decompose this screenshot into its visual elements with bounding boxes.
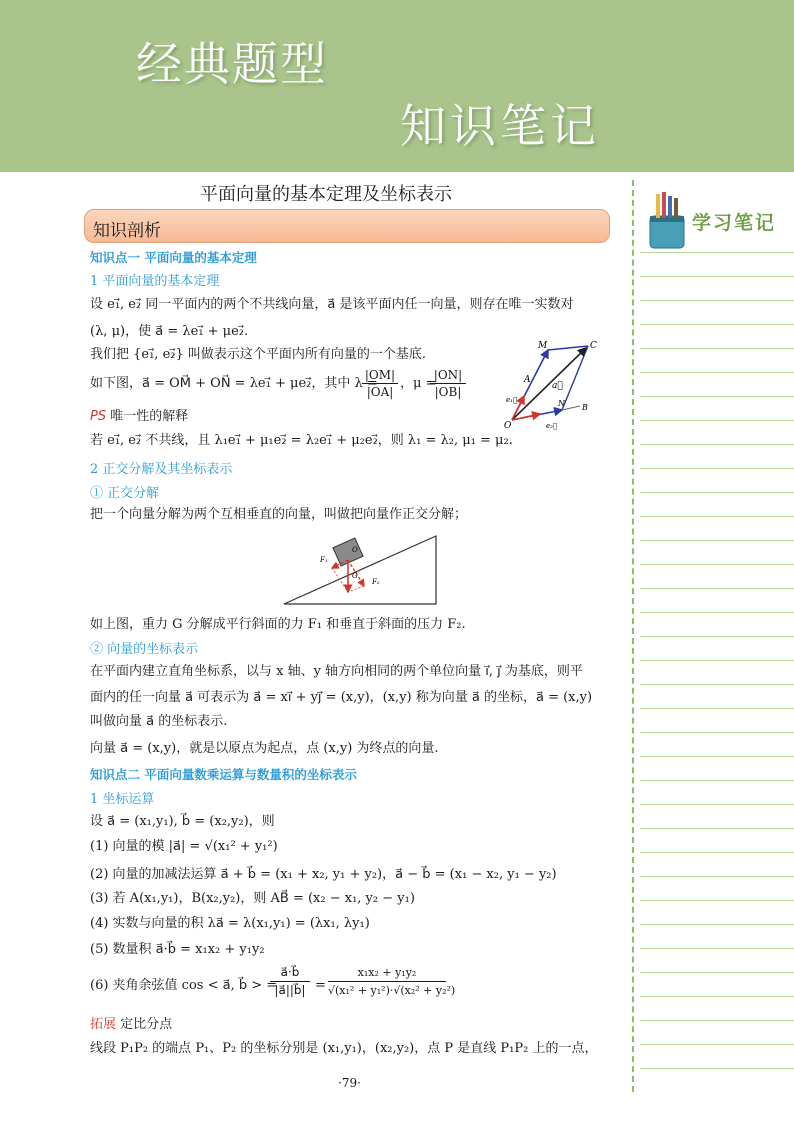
banner-title-line1: 经典题型: [136, 37, 328, 91]
kp2-line-7: (6) 夹角余弦值 cos < a⃗, b⃗ > =: [90, 978, 278, 993]
lambda-denominator: |OA|: [366, 385, 394, 399]
label-e1: e₁⃗: [506, 396, 518, 404]
kp1-line-4-text-a: 如下图，a⃗ = OM⃗ + ON⃗ = λe₁⃗ + μe₂⃗，其中 λ =: [90, 376, 378, 391]
kp1-line-2: (λ, μ)，使 a⃗ = λe₁⃗ + μe₂⃗.: [90, 324, 249, 339]
kp1-line-3: 我们把 {e₁⃗, e₂⃗} 叫做表示这个平面内所有向量的一个基底.: [90, 347, 427, 362]
ps-text: 唯一性的解释: [106, 409, 189, 424]
nc-edge: [562, 346, 588, 410]
note-line: [640, 276, 794, 277]
note-line: [640, 1044, 794, 1045]
ps-label: PS: [90, 409, 107, 424]
cos-fraction-2: [328, 964, 456, 999]
note-line: [640, 780, 794, 781]
kp1-line-6: 把一个向量分解为两个互相垂直的向量，叫做把向量作正交分解；: [90, 507, 468, 522]
header-banner: [0, 0, 794, 172]
note-line: [640, 612, 794, 613]
banner-title-line2: 知识笔记: [400, 99, 600, 153]
note-line: [640, 468, 794, 469]
note-line: [640, 660, 794, 661]
note-line: [640, 252, 794, 253]
label-b: B: [582, 403, 588, 412]
mu-fraction: [430, 368, 466, 400]
note-line: [640, 852, 794, 853]
note-line: [640, 756, 794, 757]
kp1-subheading-2b: ② 向量的坐标表示: [90, 642, 199, 657]
kp1-line-8: 在平面内建立直角坐标系，以与 x 轴、y 轴方向相同的两个单位向量 i⃗, j⃗ 为基底，则平: [90, 664, 583, 679]
kp1-line-4-text-b: ，μ =: [400, 376, 437, 391]
incline-triangle: [284, 536, 436, 604]
note-line: [640, 516, 794, 517]
kp2-line-8: 线段 P₁P₂ 的端点 P₁、P₂ 的坐标分别是 (x₁,y₁)，(x₂,y₂)，点 P 是直线 P₁P₂ 上的一点，: [90, 1041, 598, 1056]
lambda-numerator: |OM|: [362, 368, 398, 384]
inclined-plane-figure: [280, 528, 440, 608]
ps-note: [90, 408, 188, 426]
kp1-line-9: 面内的任一向量 a⃗ 可表示为 a⃗ = xi⃗ + yj⃗ = (x,y)，(x,y) 称为向量 a⃗ 的坐标，a⃗ = (x,y): [90, 690, 593, 705]
label-e2: e₂⃗: [546, 422, 558, 430]
note-line: [640, 1068, 794, 1069]
notes-title: 学习笔记: [692, 212, 777, 234]
cos-fraction-2-numerator: x₁x₂ + y₁y₂: [328, 964, 446, 982]
mc-edge: [548, 346, 588, 350]
kp2-line-3: (2) 向量的加减法运算 a⃗ + b⃗ = (x₁ + x₂, y₁ + y₂)，a⃗ − b⃗ = (x₁ − x₂, y₁ − y₂): [90, 867, 557, 882]
notes-divider: [632, 180, 634, 1092]
label-c: C: [590, 341, 597, 351]
note-line: [640, 804, 794, 805]
label-n: N: [558, 399, 565, 408]
kp1-line-7: 如上图，重力 G 分解成平行斜面的力 F₁ 和垂直于斜面的压力 F₂.: [90, 617, 466, 632]
kp1-line-5: 若 e₁⃗, e₂⃗ 不共线，且 λ₁e₁⃗ + μ₁e₂⃗ = λ₂e₁⃗ + μ₂e₂⃗，则 λ₁ = λ₂, μ₁ = μ₂.: [90, 433, 513, 448]
kp1-subheading-2: 2 正交分解及其坐标表示: [90, 462, 233, 477]
cos-fraction-1-denominator: |a⃗||b⃗|: [274, 983, 306, 997]
main-content: [0, 172, 628, 1122]
note-line: [640, 348, 794, 349]
note-line: [640, 372, 794, 373]
note-line: [640, 876, 794, 877]
label-a-point: A: [524, 375, 531, 385]
cos-fraction-1-numerator: a⃗·b⃗: [270, 964, 310, 982]
note-line: [640, 420, 794, 421]
kp2-line-4: (3) 若 A(x₁,y₁)，B(x₂,y₂)，则 AB⃗ = (x₂ − x₁, y₂ − y₁): [90, 891, 415, 906]
cos-fraction-1: [270, 964, 310, 999]
cos-equals: =: [315, 978, 326, 993]
note-line: [640, 492, 794, 493]
parallelogram-figure: [500, 336, 610, 430]
label-a-vector: a⃗: [552, 381, 563, 391]
mu-numerator: |ON|: [430, 368, 466, 384]
kp2-subheading-1: 1 坐标运算: [90, 792, 155, 807]
cos-fraction-2-denominator: √(x₁² + y₁²)·√(x₂² + y₂²): [328, 984, 456, 997]
label-o2: O: [352, 546, 358, 554]
note-line: [640, 396, 794, 397]
note-line: [640, 996, 794, 997]
note-line: [640, 684, 794, 685]
section-header-label: 知识剖析: [93, 221, 161, 241]
note-line: [640, 972, 794, 973]
note-line: [640, 924, 794, 925]
kp2-line-5: (4) 实数与向量的积 λa⃗ = λ(x₁,y₁) = (λx₁, λy₁): [90, 916, 370, 931]
label-f1: F₁: [320, 556, 328, 564]
label-f2: F₂: [372, 578, 380, 586]
kp1-line-10: 叫做向量 a⃗ 的坐标表示.: [90, 714, 228, 729]
note-line: [640, 1020, 794, 1021]
construction-line-2: [348, 586, 364, 592]
note-line: [640, 900, 794, 901]
kp2-line-6: (5) 数量积 a⃗·b⃗ = x₁x₂ + y₁y₂: [90, 942, 265, 957]
note-line: [640, 300, 794, 301]
kp2-line-2: (1) 向量的模 |a⃗| = √(x₁² + y₁²): [90, 839, 278, 854]
note-line: [640, 828, 794, 829]
label-g: G: [352, 572, 358, 580]
note-line: [640, 636, 794, 637]
kp1-line-11: 向量 a⃗ = (x,y)，就是以原点为起点，点 (x,y) 为终点的向量.: [90, 741, 439, 756]
pen-holder-icon: [646, 190, 690, 250]
kp1-subheading-2a: ① 正交分解: [90, 486, 160, 501]
extension-text: 定比分点: [116, 1017, 173, 1032]
label-m: M: [538, 341, 548, 351]
kp2-line-1: 设 a⃗ = (x₁,y₁), b⃗ = (x₂,y₂)，则: [90, 814, 275, 829]
extension-label: 拓展: [90, 1017, 117, 1032]
kp1-line-4: [90, 375, 378, 393]
lambda-fraction: [362, 368, 398, 400]
label-o: O: [504, 421, 512, 430]
page-title: 平面向量的基本定理及坐标表示: [200, 184, 452, 205]
note-line: [640, 948, 794, 949]
page-number: ·79·: [338, 1076, 361, 1090]
extension-note: [90, 1016, 172, 1034]
note-line: [640, 444, 794, 445]
note-line: [640, 564, 794, 565]
note-line: [640, 324, 794, 325]
note-line: [640, 540, 794, 541]
kp1-subheading-1: 1 平面向量的基本定理: [90, 274, 220, 289]
knowledge-point-1-title: 知识点一 平面向量的基本定理: [90, 250, 257, 265]
kp1-line-1: 设 e₁⃗, e₂⃗ 同一平面内的两个不共线向量，a⃗ 是该平面内任一向量，则存在唯一实数对: [90, 297, 574, 312]
note-line: [640, 708, 794, 709]
construction-line-1: [332, 568, 348, 592]
section-header: [84, 209, 610, 243]
knowledge-point-2-title: 知识点二 平面向量数乘运算与数量积的坐标表示: [90, 767, 357, 782]
mu-denominator: |OB|: [434, 385, 462, 399]
note-line: [640, 732, 794, 733]
note-line: [640, 588, 794, 589]
